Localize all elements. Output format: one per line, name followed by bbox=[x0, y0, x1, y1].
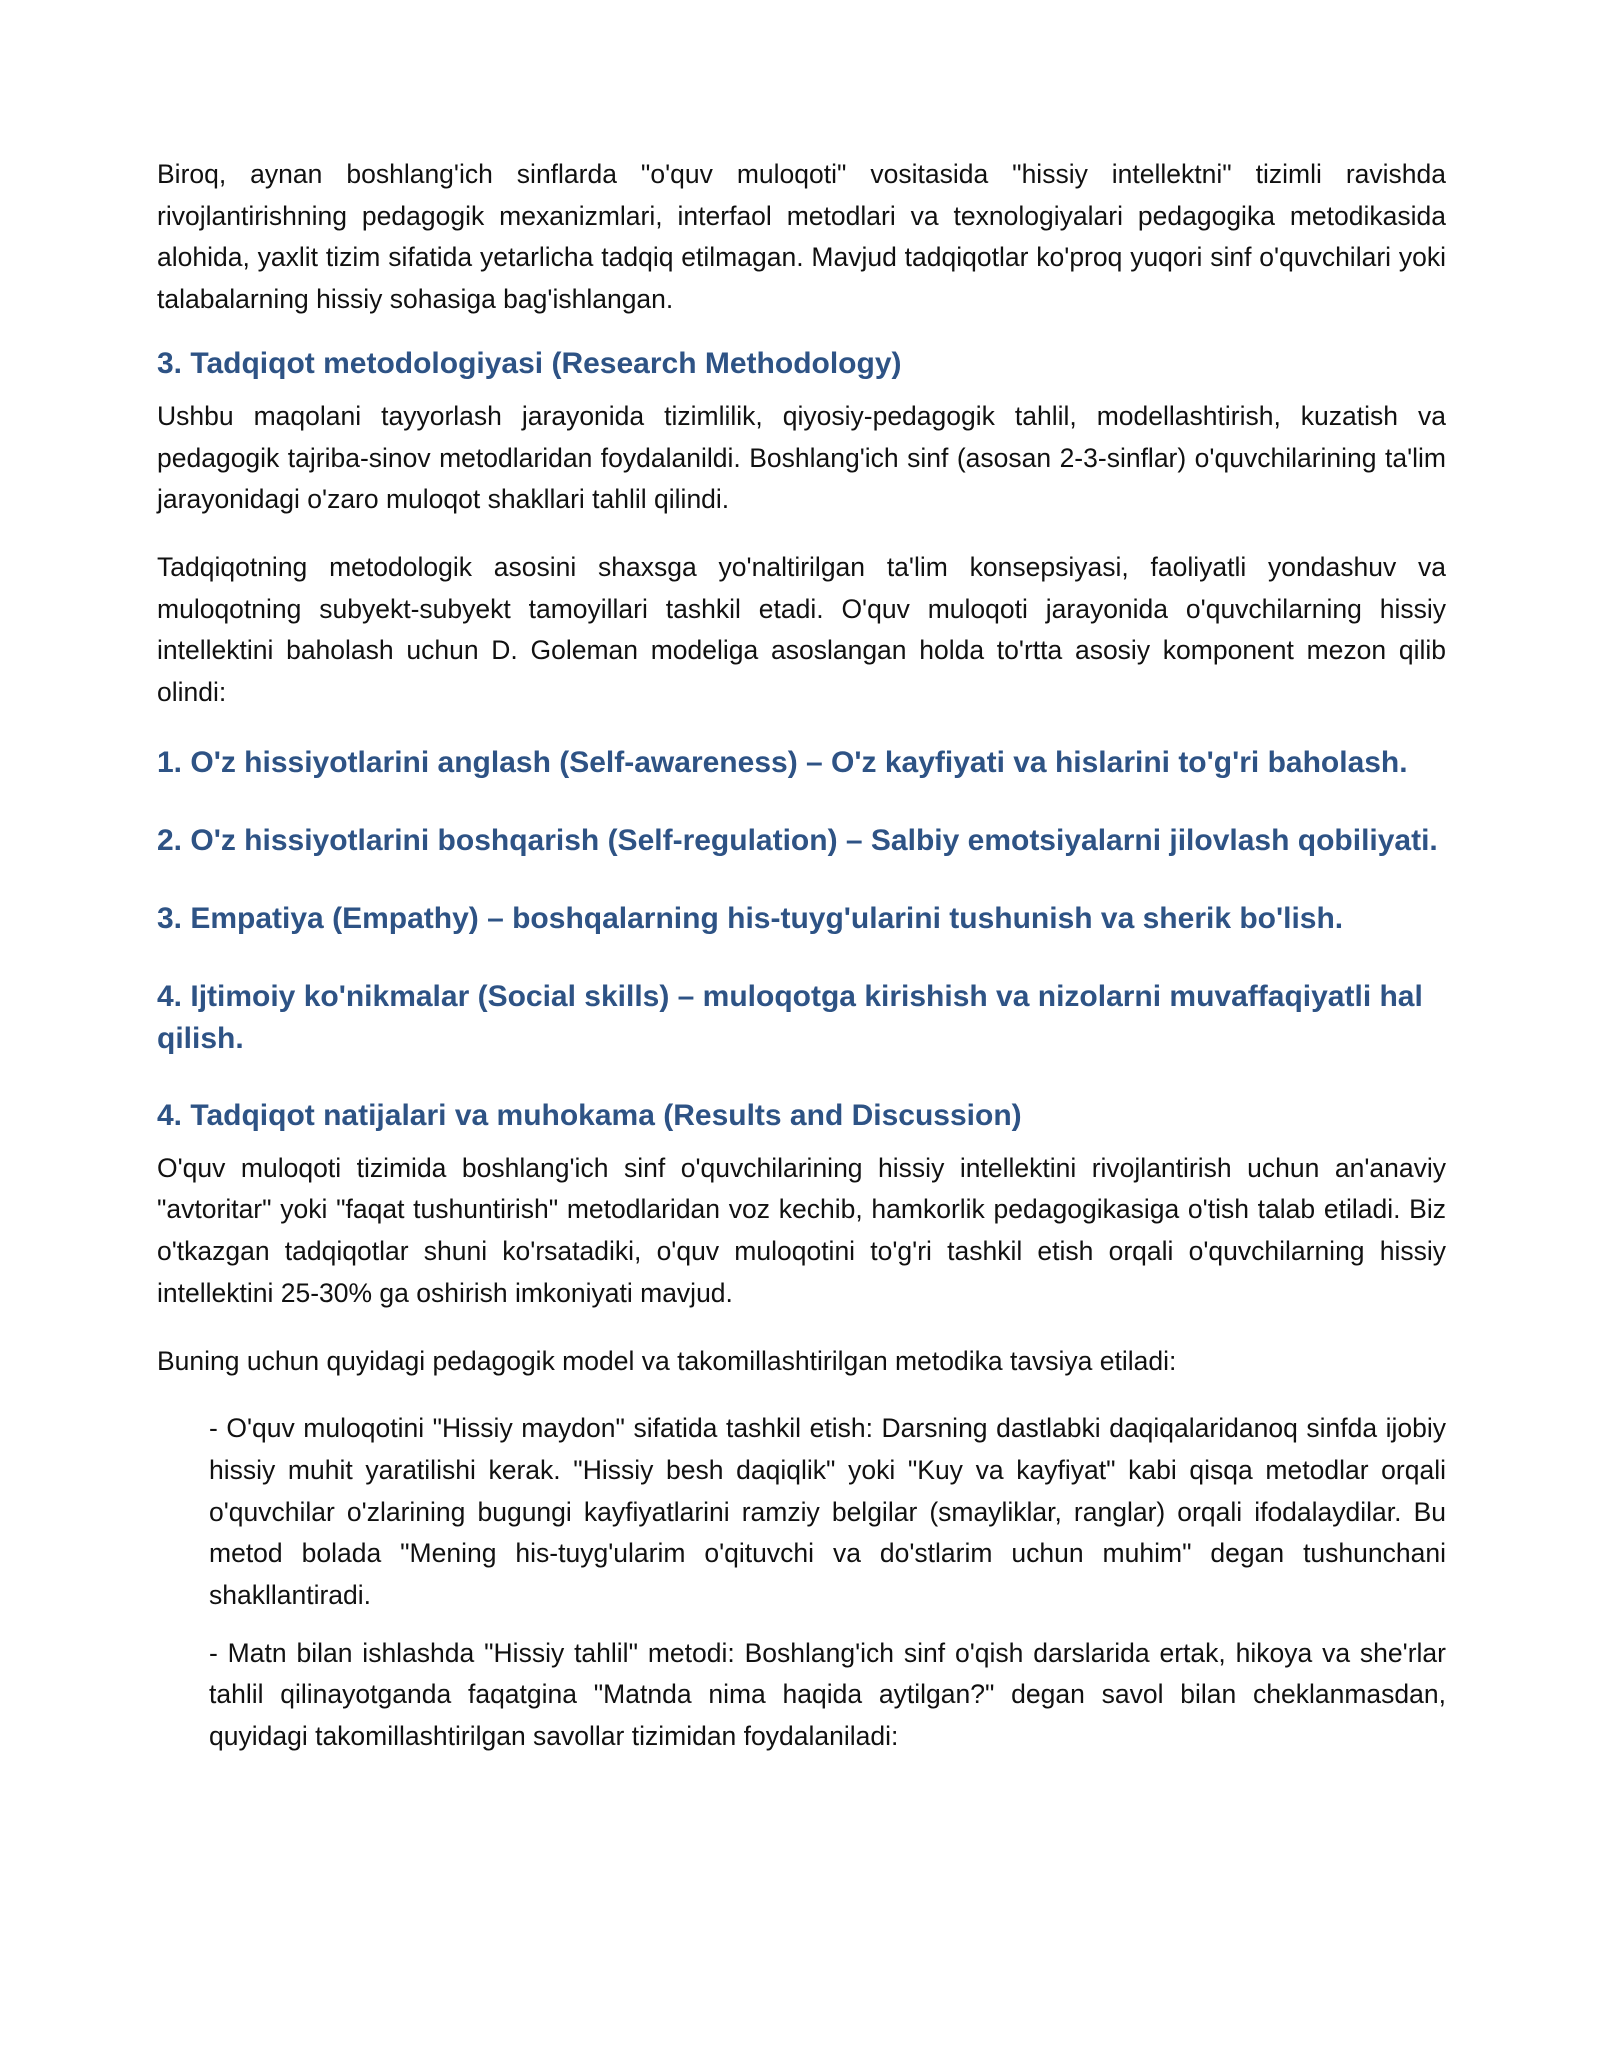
methods-paragraph-1: Ushbu maqolani tayyorlash jarayonida tizimlilik, qiyosiy-pedagogik tahlil, modellashtirish, kuzatish va pedagogik tajriba-sinov metodlaridan foydalanildi. Boshlang'ich sinf (asosan 2-3-sinflar) o'quvchilarining ta'lim jarayonidagi o'zaro muloqot shakllari tahlil qilindi. bbox=[157, 400, 1446, 515]
section-4-heading: 4. Tadqiqot natijalari va muhokama (Results and Discussion) bbox=[157, 1098, 1022, 1132]
section-3-heading: 3. Tadqiqot metodologiyasi (Research Methodology) bbox=[157, 346, 902, 380]
criterion-1-heading: 1. O'z hissiyotlarini anglash (Self-awareness) – O'z kayfiyati va hislarini to'g'ri baholash. bbox=[157, 745, 1408, 779]
results-paragraph-2: Buning uchun quyidagi pedagogik model va takomillashtirilgan metodika tavsiya etiladi: bbox=[157, 1345, 1177, 1376]
criterion-3-heading: 3. Empatiya (Empathy) – boshqalarning his-tuyg'ularini tushunish va sherik bo'lish. bbox=[157, 901, 1344, 935]
intro-paragraph: Biroq, aynan boshlang'ich sinflarda "o'quv muloqoti" vositasida "hissiy intellektni" tizimli ravishda rivojlantirishning pedagogik mexanizmlari, interfaol metodlari va texnologiyalari pedagogika metodikasida alohida, yaxlit tizim sifatida yetarlicha tadqiq etilmagan. Mavjud tadqiqotlar ko'proq yuqori sinf o'quvchilari yoki talabalarning hissiy sohasiga bag'ishlangan. bbox=[157, 159, 1446, 315]
results-paragraph-1: O'quv muloqoti tizimida boshlang'ich sinf o'quvchilarining hissiy intellektini rivojlantirish uchun an'anaviy "avtoritar" yoki "faqat tushuntirish" metodlaridan voz kechib, hamkorlik pedagogikasiga o'tish talab etiladi. Biz o'tkazgan tadqiqotlar shuni ko'rsatadiki, o'quv muloqotini to'g'ri tashkil etish orqali o'quvchilarning hissiy intellektini 25-30% ga oshirish imkoniyati mavjud. bbox=[157, 1152, 1446, 1308]
methods-paragraph-2: Tadqiqotning metodologik asosini shaxsga yo'naltirilgan ta'lim konsepsiyasi, faoliyatli yondashuv va muloqotning subyekt-subyekt tamoyillari tashkil etadi. O'quv muloqoti jarayonida o'quvchilarning hissiy intellektini baholash uchun D. Goleman modeliga asoslangan holda to'rtta asosiy komponent mezon qilib olindi: bbox=[157, 551, 1446, 708]
criterion-4-heading: 4. Ijtimoiy ko'nikmalar (Social skills) – muloqotga kirishish va nizolarni muvaffaqiyatli hal qilish. bbox=[157, 979, 1423, 1055]
criterion-2-heading: 2. O'z hissiyotlarini boshqarish (Self-regulation) – Salbiy emotsiyalarni jilovlash qobiliyati. bbox=[157, 823, 1438, 857]
bullet-paragraph-1: - O'quv muloqotini "Hissiy maydon" sifatida tashkil etish: Darsning dastlabki daqiqalaridanoq sinfda ijobiy hissiy muhit yaratilishi kerak. "Hissiy besh daqiqlik" yoki "Kuy va kayfiyat" kabi qisqa metodlar orqali o'quvchilar o'zlarining bugungi kayfiyatlarini ramziy belgilar (smayliklar, ranglar) orqali ifodalaydilar. Bu metod bolada "Mening his-tuyg'ularim o'qituvchi va do'stlarim uchun muhim" degan tushunchani shakllantiradi. bbox=[209, 1413, 1446, 1611]
bullet-paragraph-2: - Matn bilan ishlashda "Hissiy tahlil" metodi: Boshlang'ich sinf o'qish darslarida ertak, hikoya va she'rlar tahlil qilinayotganda faqatgina "Matnda nima haqida aytilgan?" degan savol bilan cheklanmasdan, quyidagi takomillashtirilgan savollar tizimidan foydalaniladi: bbox=[209, 1637, 1446, 1752]
